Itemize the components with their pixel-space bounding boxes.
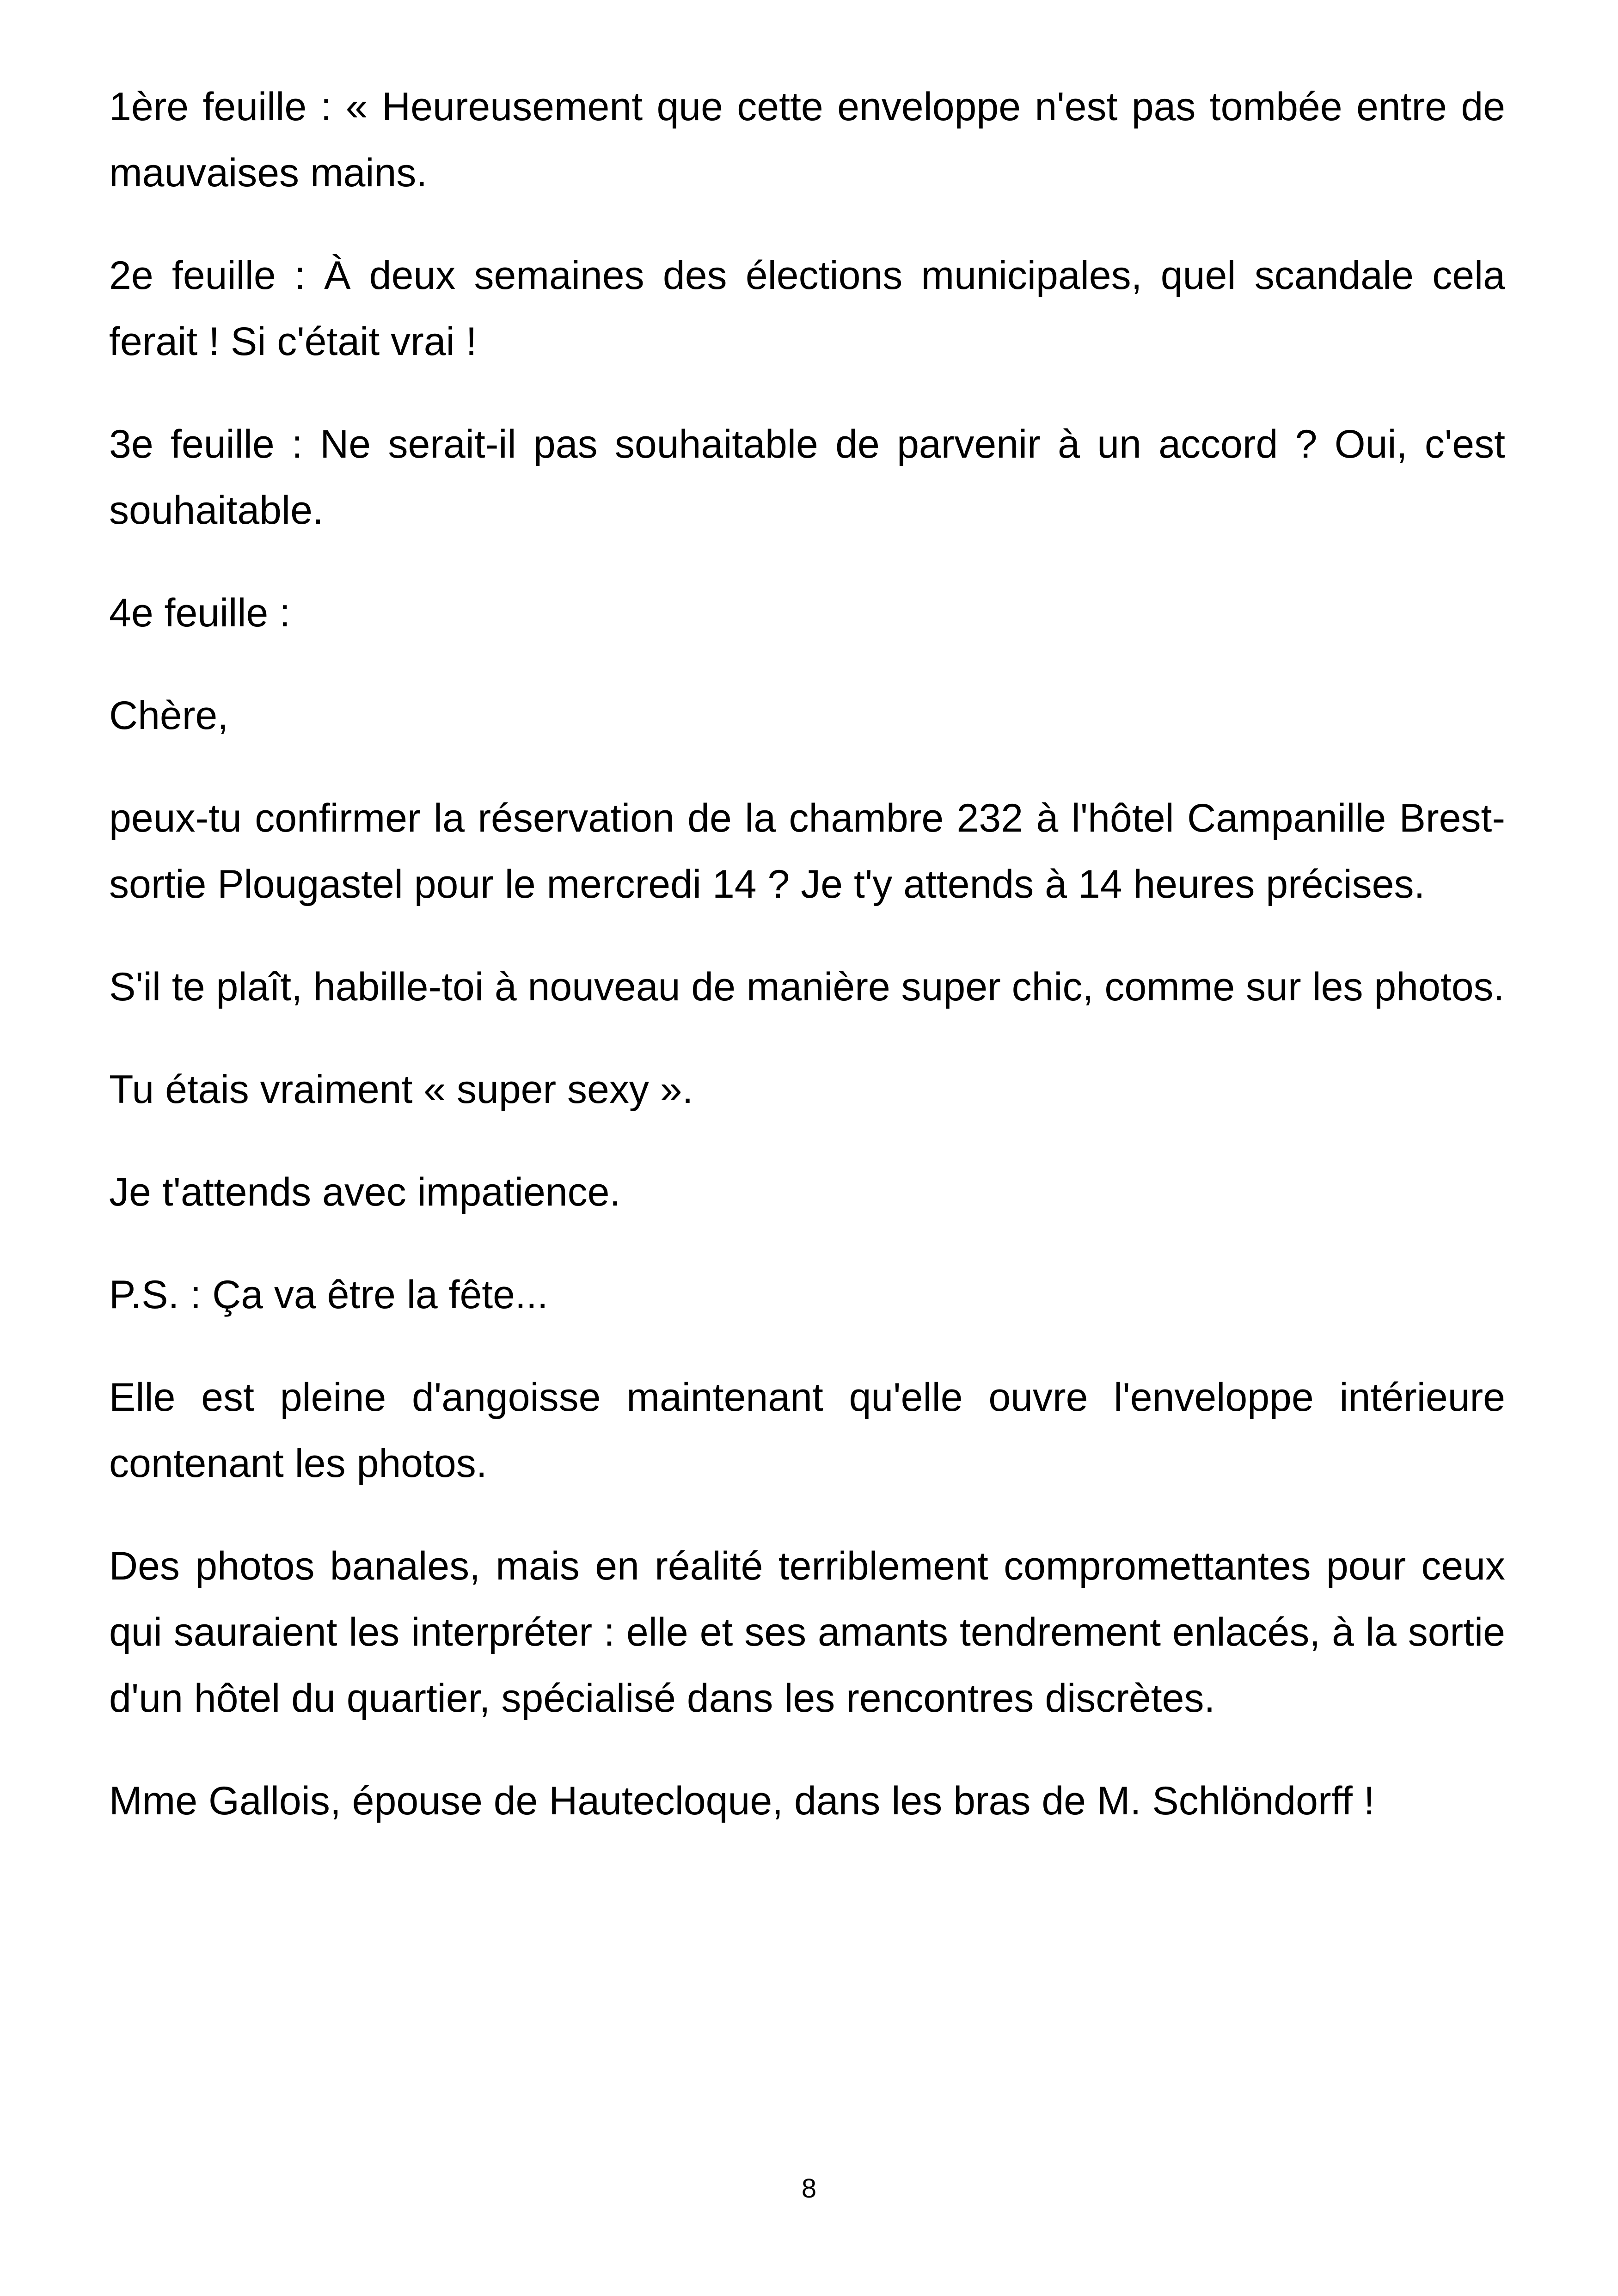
paragraph-revelation: Mme Gallois, épouse de Hautecloque, dans les bras de M. Schlöndorff ! bbox=[109, 1779, 1375, 1823]
body-text bbox=[109, 74, 1505, 1871]
paragraph-third-sheet: 3e feuille : Ne serait-il pas souhaitable de parvenir à un accord ? Oui, c'est souhaitable. bbox=[109, 422, 1505, 533]
paragraph-second-sheet: 2e feuille : À deux semaines des élections municipales, quel scandale cela ferait ! Si c'était vrai ! bbox=[109, 253, 1505, 364]
paragraph-reservation: peux-tu confirmer la réservation de la chambre 232 à l'hôtel Campanille Brest-sortie Plougastel pour le mercredi 14 ? Je t'y attends à 14 heures précises. bbox=[109, 796, 1505, 906]
paragraph-waiting: Je t'attends avec impatience. bbox=[109, 1170, 621, 1214]
paragraph-postscript: P.S. : Ça va être la fête... bbox=[109, 1273, 548, 1317]
paragraph-salutation: Chère, bbox=[109, 693, 229, 738]
paragraph-compliment: Tu étais vraiment « super sexy ». bbox=[109, 1067, 693, 1112]
page-number: 8 bbox=[801, 2174, 817, 2204]
paragraph-fourth-sheet: 4e feuille : bbox=[109, 591, 291, 635]
paragraph-anguish: Elle est pleine d'angoisse maintenant qu'elle ouvre l'enveloppe intérieure contenant les photos. bbox=[109, 1375, 1505, 1486]
paragraph-dress-request: S'il te plaît, habille-toi à nouveau de manière super chic, comme sur les photos. bbox=[109, 965, 1505, 1009]
paragraph-first-sheet: 1ère feuille : « Heureusement que cette enveloppe n'est pas tombée entre de mauvaises mains. bbox=[109, 85, 1505, 195]
paragraph-photos: Des photos banales, mais en réalité terriblement compromettantes pour ceux qui sauraient les interpréter : elle et ses amants tendrement enlacés, à la sortie d'un hôtel du quartier, spécialisé dans les rencontres discrètes. bbox=[109, 1544, 1505, 1720]
